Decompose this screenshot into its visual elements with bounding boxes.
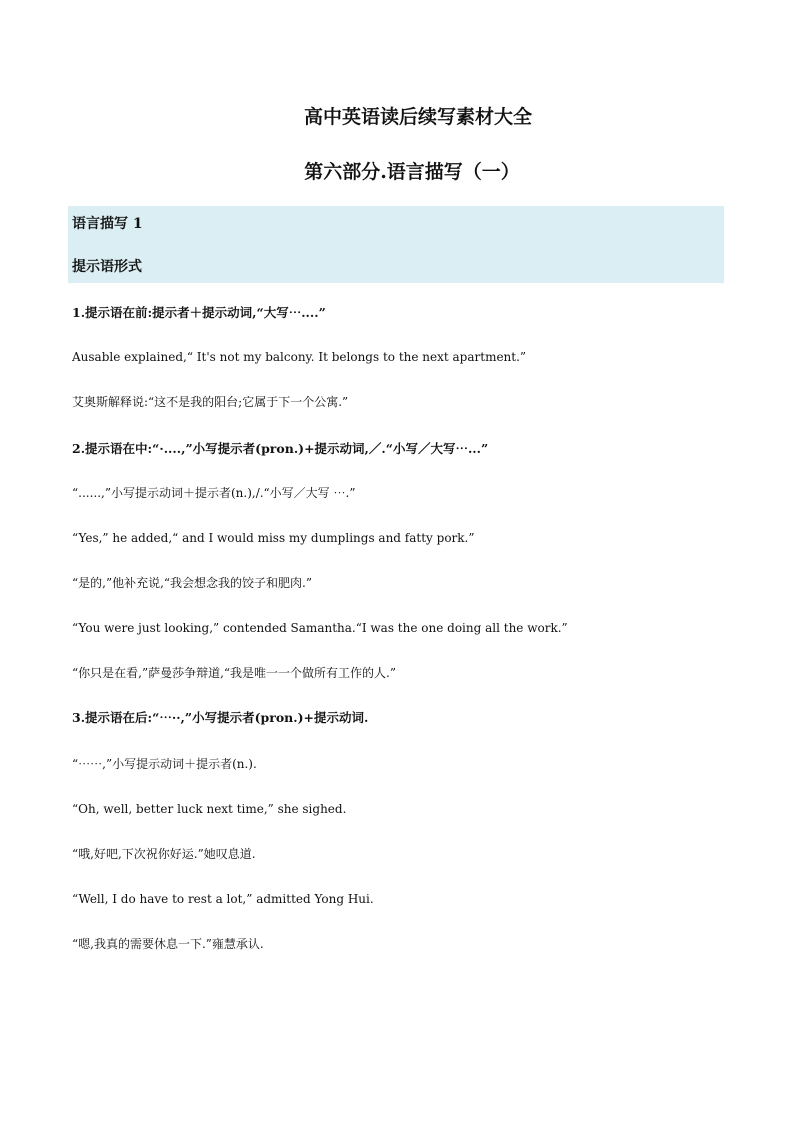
example-english: “Oh, well, better luck next time,” she sighed. — [72, 802, 347, 816]
rule-heading-3: 3.提示语在后:“⋯··,”小写提示者(pron.)+提示动词. — [72, 710, 369, 725]
example-chinese: 艾奥斯解释说:“这不是我的阳台;它属于下一个公寓.” — [72, 395, 349, 409]
rule-heading-1: 1.提示语在前:提示者＋提示动词,“大写⋯....” — [72, 305, 326, 320]
rule-pattern: “⋯⋯,”小写提示动词＋提示者(n.). — [72, 757, 257, 771]
section-heading-band — [68, 206, 724, 250]
example-english: Ausable explained,“ It's not my balcony. It belongs to the next apartment.” — [72, 350, 527, 364]
subsection-heading: 提示语形式 — [72, 259, 142, 275]
example-chinese: “是的,”他补充说,“我会想念我的饺子和肥肉.” — [72, 576, 312, 590]
subsection-heading-band — [68, 250, 724, 283]
rule-pattern: “......,”小写提示动词＋提示者(n.),/.“小写／大写 ⋯.” — [72, 486, 356, 500]
section-heading: 语言描写 1 — [72, 216, 143, 232]
example-chinese: “你只是在看,”萨曼莎争辩道,“我是唯一一个做所有工作的人.” — [72, 666, 396, 680]
rule-heading-2: 2.提示语在中:“·....,”小写提示者(pron.)+提示动词,／.“小写／大写⋯...” — [72, 441, 489, 456]
document-title: 高中英语读后续写素材大全 — [303, 106, 532, 128]
example-chinese: “哦,好吧,下次祝你好运.”她叹息道. — [72, 847, 256, 861]
example-english: “You were just looking,” contended Samantha.“I was the one doing all the work.” — [72, 621, 568, 635]
example-chinese: “嗯,我真的需要休息一下.”雍慧承认. — [72, 937, 264, 951]
document-subtitle: 第六部分.语言描写（一） — [304, 161, 520, 183]
example-english: “Yes,” he added,“ and I would miss my dumplings and fatty pork.” — [72, 531, 475, 545]
example-english: “Well, I do have to rest a lot,” admitted Yong Hui. — [72, 892, 374, 906]
